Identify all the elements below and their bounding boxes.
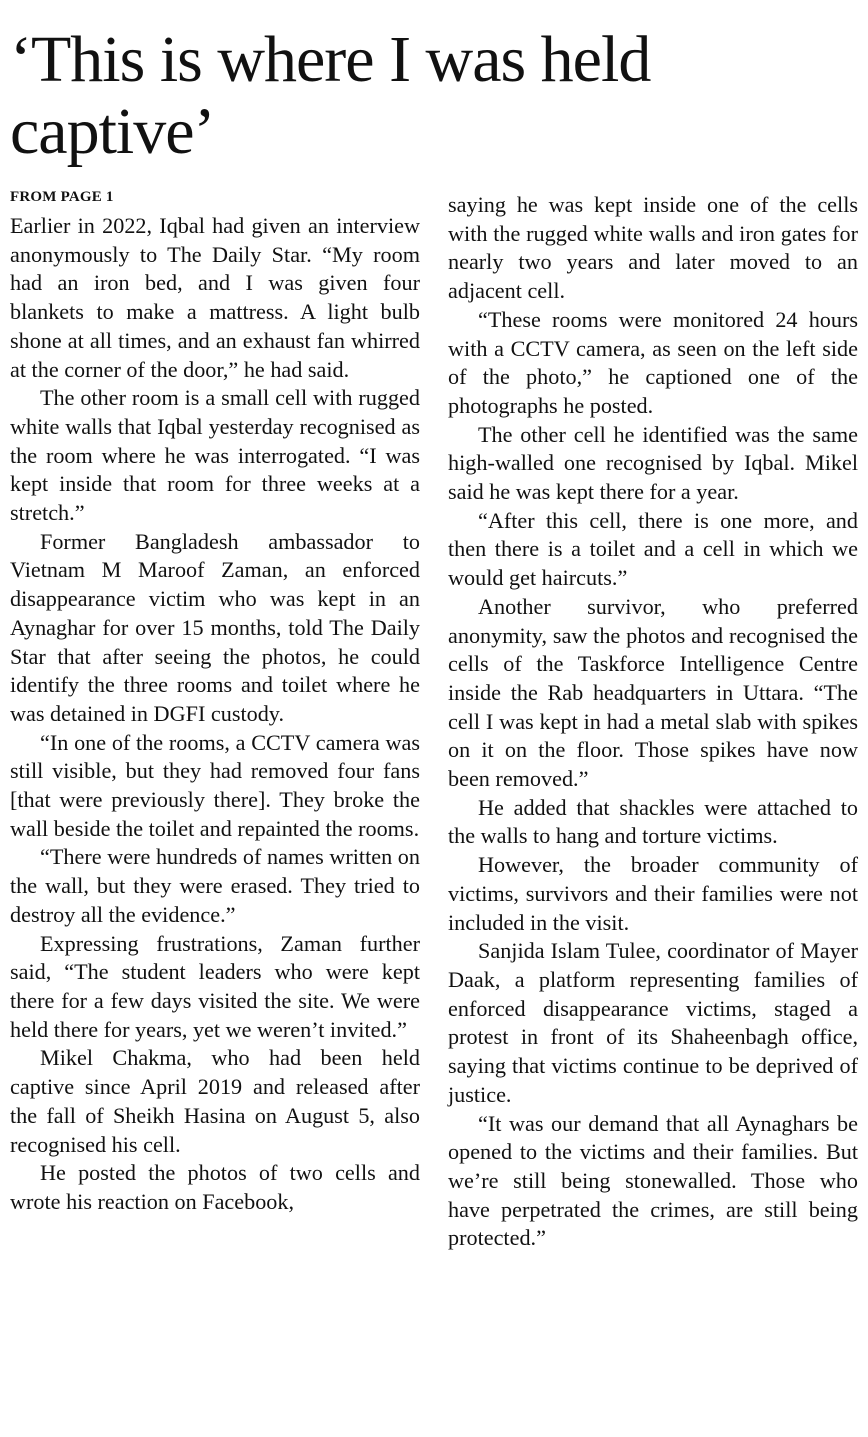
paragraph: The other room is a small cell with rugged white walls that Iqbal yesterday recognised as the room where he was interrogated. “I was kept inside that room for three weeks at a stretch.” bbox=[10, 385, 420, 526]
paragraph: Another survivor, who preferred anonymity, saw the photos and recognised the cells of the Taskforce Intelligence Centre inside the Rab headquarters in Uttara. “The cell I was kept in had a metal slab with spikes on it on the floor. Those spikes have now been removed.” bbox=[448, 593, 858, 792]
article-column-1 bbox=[10, 212, 420, 1217]
paragraph: Former Bangladesh ambassador to Vietnam M Maroof Zaman, an enforced disappearance victim who was kept in an Aynaghar for over 15 months, told The Daily Star that after seeing the photos, he could identify the three rooms and toilet where he was detained in DGFI custody. bbox=[10, 528, 420, 726]
headline: ‘This is where I was held captive’ bbox=[10, 23, 651, 168]
continuation-kicker: FROM PAGE 1 bbox=[10, 189, 114, 205]
paragraph: “These rooms were monitored 24 hours with a CCTV camera, as seen on the left side of the photo,” he captioned one of the photographs he posted. bbox=[448, 306, 858, 418]
paragraph: Sanjida Islam Tulee, coordinator of Mayer Daak, a platform representing families of enforced disappearance victims, staged a protest in front of its Shaheenbagh office, saying that victims continue to be deprived of justice. bbox=[448, 938, 858, 1107]
paragraph: Mikel Chakma, who had been held captive since April 2019 and released after the fall of Sheikh Hasina on August 5, also recognised his cell. bbox=[10, 1045, 420, 1157]
paragraph: Expressing frustrations, Zaman further said, “The student leaders who were kept there for a few days visited the site. We were held there for years, yet we weren’t invited.” bbox=[10, 930, 420, 1042]
paragraph: The other cell he identified was the same high-walled one recognised by Iqbal. Mikel said he was kept there for a year. bbox=[448, 421, 858, 505]
paragraph: Earlier in 2022, Iqbal had given an interview anonymously to The Daily Star. “My room had an iron bed, and I was given four blankets to make a mattress. A light bulb shone at all times, and an exhaust fan whirred at the corner of the door,” he had said. bbox=[10, 213, 420, 382]
paragraph: He posted the photos of two cells and wrote his reaction on Facebook, bbox=[10, 1160, 420, 1214]
paragraph: “In one of the rooms, a CCTV camera was still visible, but they had removed four fans [that were previously there]. They broke the wall beside the toilet and repainted the rooms. bbox=[10, 729, 420, 841]
paragraph: “There were hundreds of names written on the wall, but they were erased. They tried to destroy all the evidence.” bbox=[10, 844, 420, 927]
paragraph: However, the broader community of victims, survivors and their families were not included in the visit. bbox=[448, 852, 858, 935]
paragraph: He added that shackles were attached to the walls to hang and torture victims. bbox=[448, 794, 858, 849]
article-column-2 bbox=[448, 191, 858, 1253]
paragraph: “After this cell, there is one more, and then there is a toilet and a cell in which we would get haircuts.” bbox=[448, 507, 858, 591]
paragraph: “It was our demand that all Aynaghars be opened to the victims and their families. But we’re still being stonewalled. Those who have perpetrated the crimes, are still being protected.” bbox=[448, 1110, 858, 1251]
paragraph: saying he was kept inside one of the cells with the rugged white walls and iron gates for nearly two years and later moved to an adjacent cell. bbox=[448, 192, 858, 304]
